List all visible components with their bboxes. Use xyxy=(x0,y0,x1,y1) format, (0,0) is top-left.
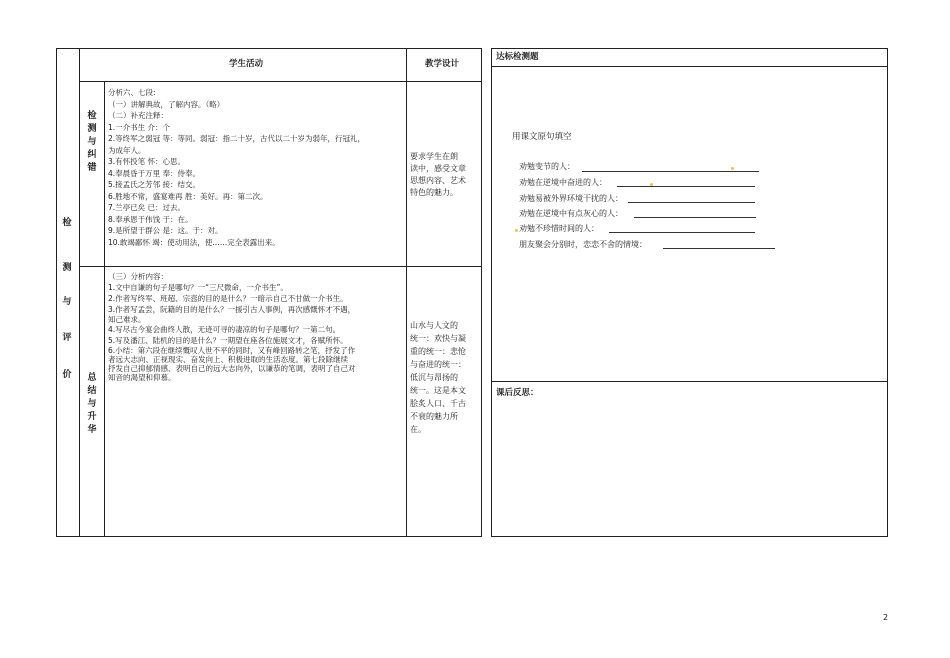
fill-blank[interactable] xyxy=(634,217,756,218)
fill-item-label: 劝勉在逆境中奋进的人： xyxy=(519,178,607,187)
reflection-title: 课后反思： xyxy=(496,388,539,398)
fill-blank[interactable] xyxy=(617,186,755,187)
content-line: 知己难求。 xyxy=(108,315,146,324)
mark-dot xyxy=(650,183,653,186)
content-line: 4.奉晨昏于万里 奉：侍奉。 xyxy=(108,168,201,178)
content-line: 8.奉承恩于伟饯 于：在。 xyxy=(108,214,193,224)
outer-label-char: 价 xyxy=(62,370,72,380)
content-line: 3.作者写孟尝，阮籍的目的是什么？一援引古人事例，再次感慨怀才不遇， xyxy=(108,305,356,314)
design-line: 低沉与昂扬的 xyxy=(410,373,458,382)
content-line: （一）讲解典故，了解内容。（略） xyxy=(108,99,225,109)
content-line: （二）补充注释： xyxy=(108,111,168,120)
content-line: （三）分析内容： xyxy=(108,272,168,281)
check-test-title: 达标检测题 xyxy=(496,52,539,62)
design-line: 统一：欢快与凝 xyxy=(410,334,466,343)
content-line: 1.文中自谦的句子是哪句？一“三尺微命，一介书生”。 xyxy=(108,283,288,292)
fill-intro: 用课文原句填空 xyxy=(512,132,572,142)
outer-label-char: 测 xyxy=(62,263,72,273)
header-teaching-design: 教学设计 xyxy=(425,59,460,69)
content-line: 10.敢竭鄙怀 竭：使动用法，使……完全表露出来。 xyxy=(108,237,280,247)
design-line: 不衰的魅力所 xyxy=(410,412,458,421)
content-line: 2.等终军之弱冠 等：等同。弱冠：指二十岁，古代以二十岁为弱年，行冠礼， xyxy=(108,134,366,143)
section1-content xyxy=(108,87,404,248)
design-line: 山水与人文的 xyxy=(410,321,458,330)
content-line: 分析六、七段: xyxy=(108,88,156,97)
section2-content xyxy=(108,271,404,382)
content-line: 者远大志向、正视现实、奋发向上、积极进取的生活态度。第七段除继续 xyxy=(108,355,348,364)
content-line: 6.小结：第六段在继续慨叹人世不平的同时，又有峰回路转之笔，抒发了作 xyxy=(108,346,356,355)
mark-dot xyxy=(515,229,518,232)
section2-design-note xyxy=(410,319,480,436)
section1-design-note xyxy=(410,151,480,199)
design-line: 要求学生在朗 xyxy=(410,152,458,161)
mark-dot xyxy=(731,167,734,170)
content-line: 5.接孟氏之芳邻 接：结交。 xyxy=(108,180,201,189)
content-line: 9.是所望于群公 是：这。于：对。 xyxy=(108,226,223,235)
fill-blank[interactable] xyxy=(628,202,755,203)
content-line: 知音的渴望和仰慕。 xyxy=(108,373,176,382)
content-line: 为成年人。 xyxy=(108,145,146,155)
outer-label-char: 与 xyxy=(62,297,72,307)
content-line: 1.一介书生 介：个 xyxy=(108,122,171,132)
content-line: 6.胜地不常，盛宴难再 胜：美好。再：第二次。 xyxy=(108,191,268,201)
content-line: 抒发自己抑郁情感、表明自己的远大志向外，以谦恭的笔调，表明了自己对 xyxy=(108,364,356,373)
fill-blank[interactable] xyxy=(582,171,759,172)
design-line: 脍炙人口、千古 xyxy=(410,399,466,408)
outer-label-char: 评 xyxy=(62,333,72,343)
page-number: 2 xyxy=(883,613,889,622)
design-line: 与奋进的统一： xyxy=(410,360,466,369)
fill-item-label: 劝勉易被外界环境干扰的人： xyxy=(519,194,623,203)
design-line: 在。 xyxy=(410,425,426,434)
fill-item-label: 朋友聚会分别时，恋恋不舍的情境： xyxy=(519,240,647,249)
content-line: 3.有怀投笔 怀：心思。 xyxy=(108,157,186,166)
fill-blank[interactable] xyxy=(663,248,775,249)
section-label-summary: 总 结 与 升 华 xyxy=(87,373,97,435)
fill-blank[interactable] xyxy=(609,232,755,233)
content-line: 7.兰亭已矣 已：过去。 xyxy=(108,203,186,212)
design-line: 重的统一：悲怆 xyxy=(410,347,466,356)
content-line: 5.写及潘江、陆机的目的是什么？一期望在座各位施展文才，各赋所怀。 xyxy=(108,336,348,345)
fill-item-label: 劝勉不珍惜时间的人： xyxy=(519,224,599,233)
header-student-activity: 学生活动 xyxy=(229,59,264,69)
design-line: 思想内容、艺术 xyxy=(410,176,466,185)
content-line: 2.作者写终军、班超、宗悫的目的是什么？一暗示自己不甘做一介书生。 xyxy=(108,294,348,303)
design-line: 特色的魅力。 xyxy=(410,188,458,197)
fill-item-label: 劝勉变节的人： xyxy=(519,162,575,171)
design-line: 统一。这是本文 xyxy=(410,386,466,395)
section-label-check-correct: 检 测 与 纠 错 xyxy=(87,111,97,173)
content-line: 4.写尽古今宴会曲终人散，无迹可寻的凄凉的句子是哪句？一第二句。 xyxy=(108,325,341,334)
design-line: 读中，感受文章 xyxy=(410,164,466,173)
fill-item-label: 劝勉在逆境中有点灰心的人： xyxy=(519,209,623,218)
outer-label-char: 检 xyxy=(62,218,72,228)
